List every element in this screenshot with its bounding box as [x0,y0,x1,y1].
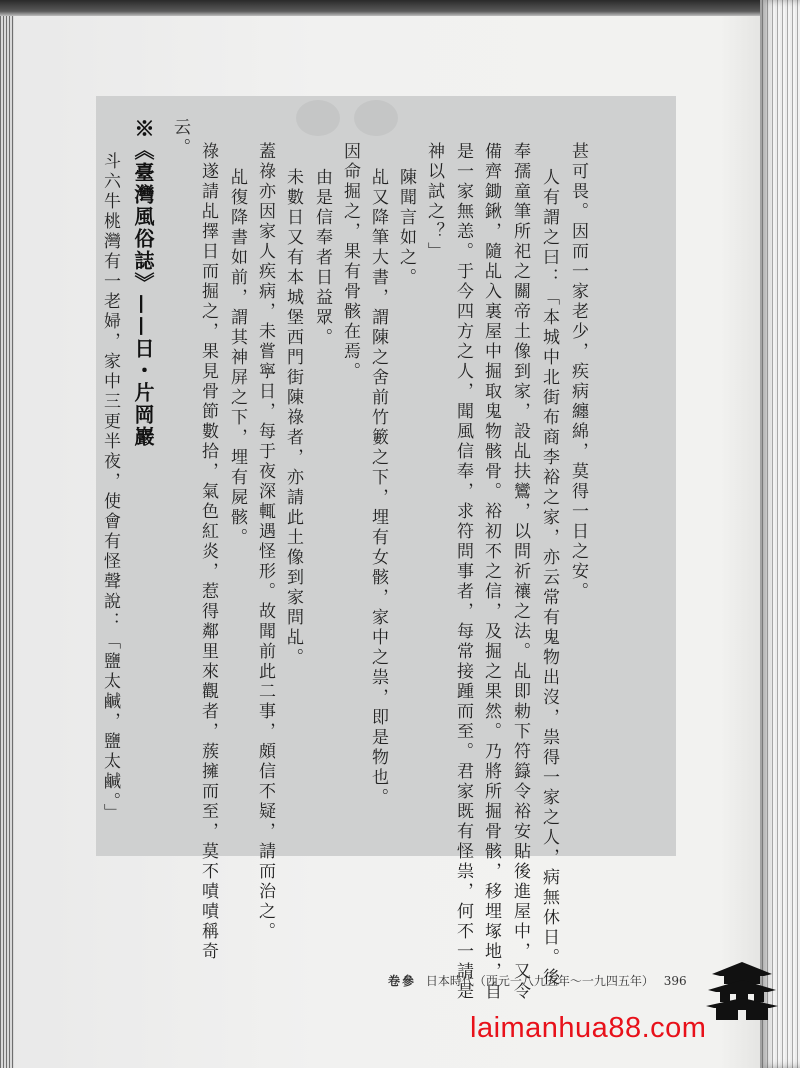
pagoda-icon [704,960,780,1020]
source-heading: ※《臺灣風俗誌》——日・片岡巖 [131,118,155,448]
text-column: 備齊鋤鍬，隨乩入裏屋中掘取鬼物骸骨。裕初不之信，及掘之果然。乃將所掘骨骸，移埋塚地，自 [481,142,501,1002]
text-column: 因命掘之，果有骨骸在焉。 [340,142,360,382]
text-column: 未數日又有本城堡西門街陳祿者，亦請此土像到家問乩。 [283,168,303,668]
left-page-edges [0,16,14,1068]
text-column: 乩復降書如前，謂其神屏之下，埋有屍骸。 [227,168,247,548]
era-label: 日本時代（西元一八九五年～一九四五年） [425,974,654,988]
text-column: 陳聞言如之。 [396,168,416,288]
text-column: 云。 [170,118,190,158]
right-page-edges [760,0,800,1068]
text-column: 蓋祿亦因家人疾病，未嘗寧日，每于夜深輒遇怪形。故聞前此二事，頗信不疑，請而治之。 [255,142,275,942]
text-column: 甚可畏。因而一家老少，疾病纏綿，莫得一日之安。 [568,142,588,602]
volume-label: 卷參 [388,974,417,988]
text-column: 祿遂請乩擇日而掘之，果見骨節數拾，氣色紅炎，惹得鄰里來觀者，蔟擁而至，莫不嘖嘖稱奇 [198,142,218,962]
page-number: 396 [663,974,687,988]
page-footer [388,972,688,989]
background-ornament [296,100,340,136]
binding-strip [0,0,800,16]
text-column: 乩又降筆大書，謂陳之舍前竹籔之下，埋有女骸，家中之祟，即是物也。 [368,168,388,808]
text-column: 奉孺童筆所祀之關帝土像到家，設乩扶鸞，以問祈禳之法。乩即勅下符籙令裕安貼後進屋中，又令 [510,142,530,1002]
watermark-text: laimanhua88.com [470,1012,707,1044]
background-ornament [354,100,398,136]
text-column: 神以試之？」 [424,142,444,262]
text-column: 斗六牛桃灣有一老婦，家中三更半夜，使會有怪聲說：「鹽太鹹，鹽太鹹。」 [100,152,120,824]
text-column: 人有謂之曰：「本城中北街布商李裕之家，亦云常有鬼物出沒，祟得一家之人，病無休日。後 [539,168,559,988]
text-column: 是一家無恙。于今四方之人，聞風信奉，求符問事者，每常接踵而至。君家既有怪祟，何不一請是 [453,142,473,1002]
text-column: 由是信奉者日益眾。 [312,168,332,348]
